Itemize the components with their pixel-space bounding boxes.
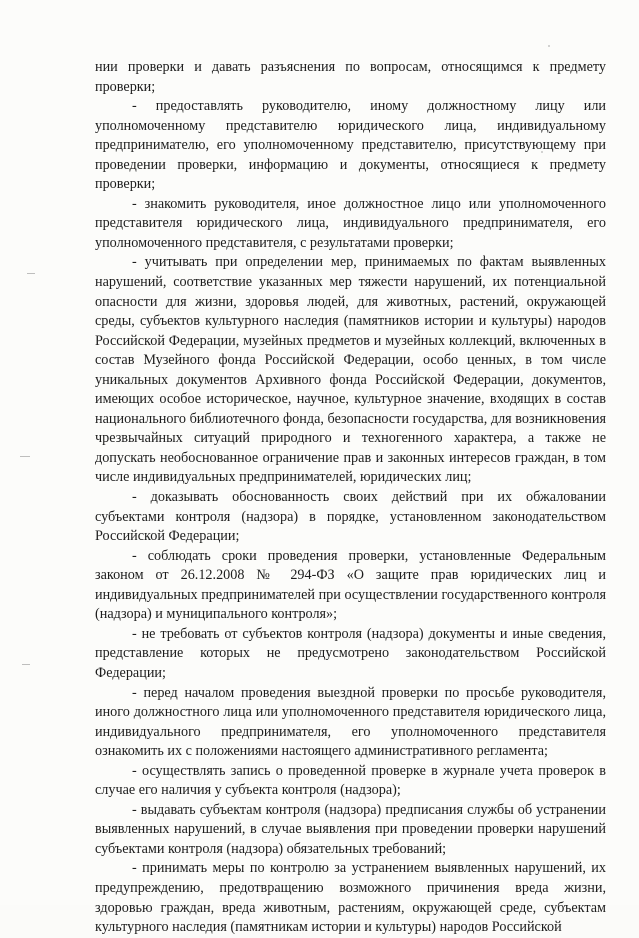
paragraph-6: - соблюдать сроки проведения проверки, установленные Федеральным законом от 26.12.2008 № 294-ФЗ «О защите прав юридических лиц и индивидуальных предпринимателей при осуществлении государственного контроля (надзора) и муниципального контроля»; xyxy=(95,547,606,623)
paragraph-4: - учитывать при определении мер, принимаемых по фактам выявленных нарушений, соответствие указанных мер тяжести нарушений, их потенциальной опасности для жизни, здоровья людей, для животных, растений, окружающей среды, субъектов культурного наследия (памятников истории и культуры) народов Российской Федерации, музейных предметов и музейных коллекций, включенных в состав Музейного фонда Российской Федерации, особо ценных, в том числе уникальных документов Архивного фонда Российской Федерации, документов, имеющих особое историческое, научное, культурное значение, входящих в состав национального библиотечного фонда, безопасности государства, для возникновения чрезвычайных ситуаций природного и техногенного характера, а также не допускать необоснованное ограничение прав и законных интересов граждан, в том числе индивидуальных предпринимателей, юридических лиц; xyxy=(95,254,606,486)
paragraph-1: нии проверки и давать разъяснения по вопросам, относящимся к предмету проверки; xyxy=(95,59,606,95)
scan-mark xyxy=(22,664,30,665)
scan-speck xyxy=(548,45,550,47)
paragraph-3: - знакомить руководителя, иное должностное лицо или уполномоченного представителя юридического лица, индивидуального предпринимателя, его уполномоченного представителя, с результатами проверки; xyxy=(95,195,606,251)
paragraph-8: - перед началом проведения выездной проверки по просьбе руководителя, иного должностного лица или уполномоченного представителя юридического лица, индивидуального предпринимателя, его уполномоченного представителя ознакомить их с положениями настоящего административного регламента; xyxy=(95,684,606,760)
paragraph-5: - доказывать обоснованность своих действий при их обжаловании субъектами контроля (надзора) в порядке, установленном законодательством Российской Федерации; xyxy=(95,489,606,545)
paragraph-10: - выдавать субъектам контроля (надзора) предписания службы об устранении выявленных нарушений, в случае выявления при проведении проверки нарушений субъектами контроля (надзора) обязательных требований; xyxy=(95,801,606,857)
scan-mark xyxy=(20,456,30,457)
paragraph-2: - предоставлять руководителю, иному должностному лицу или уполномоченному представителю юридического лица, индивидуальному предпринимателю, его уполномоченному представителю, присутствующему при проведении проверки, информацию и документы, относящиеся к предмету проверки; xyxy=(95,98,606,193)
paragraph-9: - осуществлять запись о проведенной проверке в журнале учета проверок в случае его наличия у субъекта контроля (надзора); xyxy=(95,762,606,799)
paragraph-7: - не требовать от субъектов контроля (надзора) документы и иные сведения, представление которых не предусмотрено законодательством Российской Федерации; xyxy=(95,625,606,681)
document-body xyxy=(95,58,606,938)
paragraph-11: - принимать меры по контролю за устранением выявленных нарушений, их предупреждению, предотвращению возможного причинения вреда жизни, здоровью граждан, вреда животным, растениям, окружающей среде, субъектам культурного наследия (памятникам истории и культуры) народов Российской xyxy=(95,860,606,936)
scan-mark xyxy=(27,273,35,274)
